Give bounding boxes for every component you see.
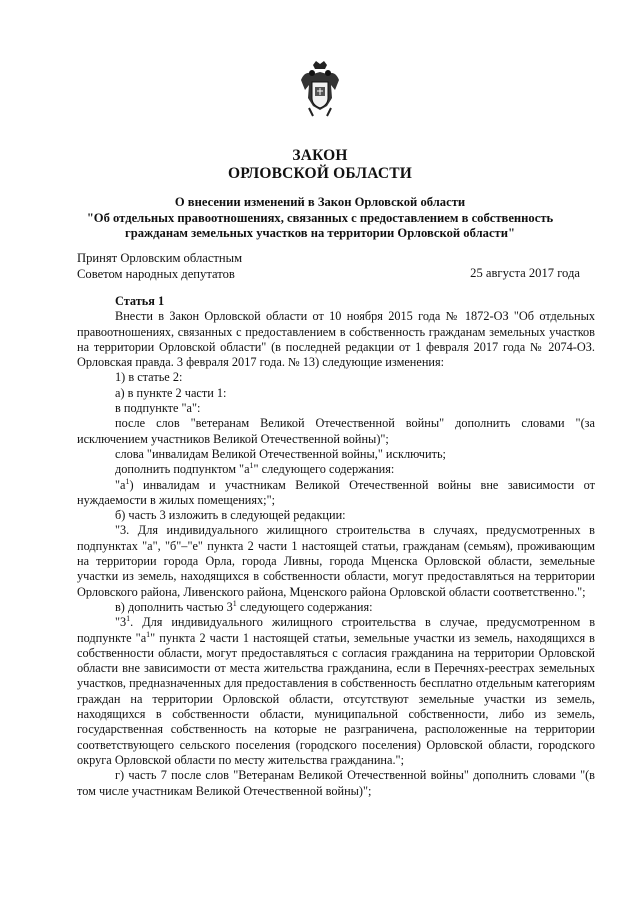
- law-subject: [0, 195, 640, 242]
- paragraph: слова "инвалидам Великой Отечественной войны," исключить;: [115, 446, 446, 461]
- text-run: следующего содержания:: [236, 599, 373, 614]
- text-run: . Для индивидуального жилищного строительства в случае, предусмотренном в подпункте "а: [77, 615, 595, 645]
- article-body: [77, 294, 595, 799]
- article-heading: Статья 1: [115, 294, 165, 308]
- paragraph: Внести в Закон Орловской области от 10 ноября 2015 года № 1872-ОЗ "Об отдельных правоотношениях, связанных с предоставлением в собственность гражданам земельных участков на территории Орловской области" (в последней редакции от 1 февраля 2017 года № 2074-ОЗ. Орловская правда. 3 февраля 2017 года. № 13) следующие изменения:: [77, 309, 595, 370]
- paragraph: в подпункте "а":: [115, 401, 201, 416]
- superscript: 1: [232, 598, 237, 608]
- superscript: 1: [249, 461, 254, 471]
- paragraph: 1) в статье 2:: [115, 370, 183, 385]
- subject-line: "Об отдельных правоотношениях, связанных с предоставлением в собственность: [86, 210, 554, 225]
- superscript: 1: [125, 476, 130, 486]
- adoption-line: Советом народных депутатов: [77, 266, 235, 281]
- superscript: 1: [146, 629, 151, 639]
- paragraph: [77, 615, 595, 768]
- subject-line: О внесении изменений в Закон Орловской области: [174, 195, 466, 209]
- text-run: ) инвалидам и участникам Великой Отечественной войны вне зависимости от нуждаемости в жилых помещениях;";: [77, 477, 595, 507]
- text-run: "а: [115, 477, 126, 492]
- paragraph: [77, 600, 595, 615]
- adoption-date: 25 августа 2017 года: [470, 266, 580, 280]
- subject-line: гражданам земельных участков на территории Орловской области": [125, 226, 515, 240]
- text-run: дополнить подпунктом "а: [115, 462, 250, 477]
- adoption-line: Принят Орловским областным: [77, 251, 243, 265]
- paragraph: после слов "ветеранам Великой Отечественной войны" дополнить словами "(за исключением участников Великой Отечественной войны)";: [77, 416, 595, 446]
- text-run: в) дополнить частью 3: [115, 599, 233, 614]
- paragraph: б) часть 3 изложить в следующей редакции:: [115, 508, 346, 523]
- paragraph: "3. Для индивидуального жилищного строительства в случаях, предусмотренных в подпунктах "а", "б"–"е" пункта 2 части 1 настоящей статьи, гражданам (семьям), проживающим на территории города Орла, города Ливны, города Мценска Орловской области, земельные участки из земель, находящихся в собственности области, могут предоставляться на территории Орловского района, Ливенского района, Мценского района Орловской области соответственно.";: [77, 523, 595, 599]
- superscript: 1: [126, 614, 131, 624]
- text-run: " следующего содержания:: [253, 462, 395, 477]
- paragraph: а) в пункте 2 части 1:: [115, 385, 227, 400]
- paragraph: [77, 478, 595, 509]
- coat-of-arms-icon: [299, 60, 341, 118]
- law-region: ОРЛОВСКОЙ ОБЛАСТИ: [227, 165, 413, 182]
- adoption-block: [77, 251, 242, 282]
- paragraph: г) часть 7 после слов "Ветеранам Великой Отечественной войны" дополнить словами "(в том числе участникам Великой Отечественной войны)";: [77, 768, 595, 798]
- paragraph: [77, 462, 595, 477]
- text-run: "3: [115, 615, 127, 630]
- law-title: ЗАКОН: [292, 147, 348, 164]
- text-run: " пункта 2 части 1 настоящей статьи, земельные участки из земель, находящихся в собственности области, могут предоставляться с согласия гражданина на территории Орловской области вне зависимости от места жительства гражданина, если в Перечнях-реестрах земельных участков, предназначенных для предоставления в собственность бесплатно отдельным категориям граждан на территории Орловской области, отсутствуют земельные участки из земель, находящихся в собственности области, муниципальной собственности, либо из земель, государственная собственность на которые не разграничена, расположенные на территории соответствующего сельского поселения (городского поселения) Орловской области, городского округа Орловской области по месту жительства гражданина.";: [77, 630, 595, 767]
